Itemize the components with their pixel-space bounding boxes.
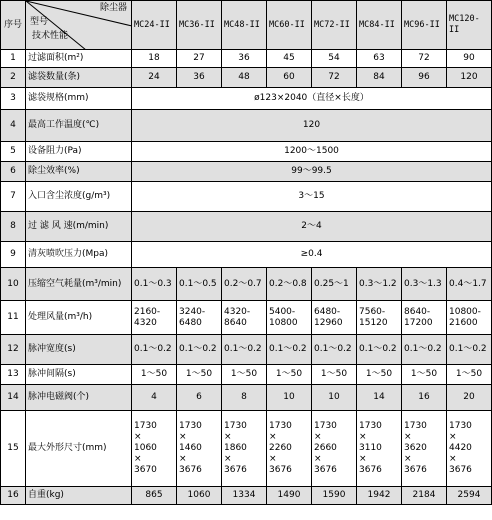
table-row xyxy=(1,212,492,242)
value-cell: 20 xyxy=(447,385,492,411)
dimension-part: 3110 xyxy=(359,443,382,453)
dimension-part: 3676 xyxy=(359,465,382,475)
value-cell: 45 xyxy=(267,50,312,68)
dimension-part: 1730 xyxy=(314,421,337,431)
dimension-part: × xyxy=(314,454,322,464)
model-header: MC120-II xyxy=(447,1,492,50)
value-cell xyxy=(447,411,492,487)
dimension-part: × xyxy=(404,454,412,464)
value-cell: 0.1～0.2 xyxy=(267,335,312,365)
value-cell: 0.2～0.7 xyxy=(222,268,267,301)
model-header: MC60-II xyxy=(267,1,312,50)
seq-header: 序号 xyxy=(1,1,26,50)
value-cell: 36 xyxy=(222,50,267,68)
value-cell: 96 xyxy=(402,68,447,88)
dimension-part: 3670 xyxy=(134,465,157,475)
table-row xyxy=(1,487,492,505)
table-row xyxy=(1,335,492,365)
value-cell: 2160-4320 xyxy=(132,301,177,335)
dimension-part: 1460 xyxy=(179,443,202,453)
dimension-part: × xyxy=(179,432,187,442)
param-name: 过滤面积(m²) xyxy=(26,50,132,68)
param-name: 清灰喷吹压力(Mpa) xyxy=(26,242,132,268)
model-header: MC24-II xyxy=(132,1,177,50)
value-cell: 0.1～0.2 xyxy=(177,335,222,365)
value-cell: 1～50 xyxy=(357,365,402,385)
param-name: 滤袋规格(mm) xyxy=(26,88,132,110)
model-header: MC36-II xyxy=(177,1,222,50)
dimension-part: 1730 xyxy=(224,421,247,431)
table-row xyxy=(1,365,492,385)
row-number: 4 xyxy=(1,110,26,142)
value-cell: 48 xyxy=(222,68,267,88)
dimension-part: × xyxy=(224,454,232,464)
dimension-part: 4420 xyxy=(449,443,472,453)
value-cell xyxy=(357,411,402,487)
param-name: 除尘效率(%) xyxy=(26,162,132,182)
value-cell: 27 xyxy=(177,50,222,68)
value-cell: 16 xyxy=(402,385,447,411)
table-row xyxy=(1,182,492,212)
table-row xyxy=(1,142,492,162)
dimension-part: × xyxy=(449,454,457,464)
dimension-part: 3620 xyxy=(404,443,427,453)
param-name: 最高工作温度(℃) xyxy=(26,110,132,142)
value-cell: 1～50 xyxy=(447,365,492,385)
table-row xyxy=(1,68,492,88)
dimension-part: × xyxy=(179,454,187,464)
value-cell xyxy=(177,411,222,487)
value-cell: 84 xyxy=(357,68,402,88)
value-cell xyxy=(132,411,177,487)
value-cell xyxy=(222,411,267,487)
dimension-part: 1730 xyxy=(134,421,157,431)
row-number: 1 xyxy=(1,50,26,68)
dimension-part: 2660 xyxy=(314,443,337,453)
dimension-part: 1730 xyxy=(449,421,472,431)
dimension-part: 1730 xyxy=(359,421,382,431)
value-cell xyxy=(267,411,312,487)
value-cell: 24 xyxy=(132,68,177,88)
value-cell: 1590 xyxy=(312,487,357,505)
dimension-part: × xyxy=(359,454,367,464)
dimension-part: 1730 xyxy=(179,421,202,431)
row-number: 3 xyxy=(1,88,26,110)
dimension-part: 3676 xyxy=(269,465,292,475)
dimension-part: × xyxy=(449,432,457,442)
value-cell: 0.4～1.7 xyxy=(447,268,492,301)
value-cell: 0.25～1 xyxy=(312,268,357,301)
value-cell: 18 xyxy=(132,50,177,68)
shared-value: 99～99.5 xyxy=(132,162,492,182)
dimension-part: × xyxy=(269,432,277,442)
row-number: 2 xyxy=(1,68,26,88)
dimension-part: × xyxy=(269,454,277,464)
row-number: 14 xyxy=(1,385,26,411)
value-cell: 1～50 xyxy=(402,365,447,385)
value-cell: 1～50 xyxy=(267,365,312,385)
value-cell: 0.2～0.8 xyxy=(267,268,312,301)
dimension-part: × xyxy=(134,432,142,442)
row-number: 13 xyxy=(1,365,26,385)
row-number: 10 xyxy=(1,268,26,301)
value-cell: 0.1～0.2 xyxy=(312,335,357,365)
value-cell: 2184 xyxy=(402,487,447,505)
diagonal-header xyxy=(26,1,132,50)
param-name: 处理风量(m³/h) xyxy=(26,301,132,335)
row-number: 16 xyxy=(1,487,26,505)
value-cell: 1～50 xyxy=(132,365,177,385)
value-cell: 0.1～0.2 xyxy=(132,335,177,365)
diag-top-label: 除尘器 xyxy=(99,3,127,13)
value-cell: 14 xyxy=(357,385,402,411)
row-number: 9 xyxy=(1,242,26,268)
dimension-part: × xyxy=(134,454,142,464)
diag-bottom-label: 技术性能 xyxy=(32,31,69,41)
value-cell: 4 xyxy=(132,385,177,411)
param-name: 设备阻力(Pa) xyxy=(26,142,132,162)
param-name: 脉冲电磁阀(个) xyxy=(26,385,132,411)
value-cell: 120 xyxy=(447,68,492,88)
value-cell: 10 xyxy=(267,385,312,411)
param-name: 过 滤 风 速(m/min) xyxy=(26,212,132,242)
dimension-part: × xyxy=(224,432,232,442)
value-cell: 90 xyxy=(447,50,492,68)
value-cell: 865 xyxy=(132,487,177,505)
param-name: 脉冲间隔(s) xyxy=(26,365,132,385)
value-cell: 36 xyxy=(177,68,222,88)
row-number: 15 xyxy=(1,411,26,487)
value-cell: 3240-6480 xyxy=(177,301,222,335)
value-cell: 10 xyxy=(312,385,357,411)
value-cell: 0.1～0.2 xyxy=(447,335,492,365)
dimension-part: 2260 xyxy=(269,443,292,453)
value-cell: 6 xyxy=(177,385,222,411)
value-cell: 1490 xyxy=(267,487,312,505)
value-cell: 1942 xyxy=(357,487,402,505)
param-name: 压缩空气耗量(m³/min) xyxy=(26,268,132,301)
shared-value: 120 xyxy=(132,110,492,142)
model-header: MC72-II xyxy=(312,1,357,50)
value-cell: 5400-10800 xyxy=(267,301,312,335)
dimension-part: 1730 xyxy=(404,421,427,431)
table-row xyxy=(1,110,492,142)
row-number: 6 xyxy=(1,162,26,182)
value-cell xyxy=(402,411,447,487)
value-cell: 10800-21600 xyxy=(447,301,492,335)
value-cell: 7560-15120 xyxy=(357,301,402,335)
value-cell: 6480-12960 xyxy=(312,301,357,335)
value-cell: 54 xyxy=(312,50,357,68)
table-row xyxy=(1,50,492,68)
param-name: 滤袋数量(条) xyxy=(26,68,132,88)
value-cell: 8640-17200 xyxy=(402,301,447,335)
dimension-part: 1860 xyxy=(224,443,247,453)
table-row xyxy=(1,268,492,301)
dimension-part: 1730 xyxy=(269,421,292,431)
model-header: MC48-II xyxy=(222,1,267,50)
dimension-part: 3676 xyxy=(179,465,202,475)
param-name: 脉冲宽度(s) xyxy=(26,335,132,365)
value-cell: 0.1～0.2 xyxy=(222,335,267,365)
shared-value: ≥0.4 xyxy=(132,242,492,268)
value-cell: 72 xyxy=(312,68,357,88)
value-cell: 1～50 xyxy=(177,365,222,385)
shared-value: 3～15 xyxy=(132,182,492,212)
row-number: 12 xyxy=(1,335,26,365)
table-row xyxy=(1,301,492,335)
row-number: 7 xyxy=(1,182,26,212)
shared-value: 1200～1500 xyxy=(132,142,492,162)
dimension-part: 3676 xyxy=(404,465,427,475)
diag-mid-label: 型号 xyxy=(30,17,49,27)
value-cell: 0.1～0.3 xyxy=(132,268,177,301)
value-cell: 2594 xyxy=(447,487,492,505)
model-header: MC96-II xyxy=(402,1,447,50)
value-cell: 4320-8640 xyxy=(222,301,267,335)
value-cell xyxy=(312,411,357,487)
value-cell: 1060 xyxy=(177,487,222,505)
value-cell: 0.1～0.2 xyxy=(402,335,447,365)
shared-value: ø123×2040（直径×长度） xyxy=(132,88,492,110)
header-row xyxy=(1,1,492,50)
dimension-part: 3676 xyxy=(224,465,247,475)
row-number: 5 xyxy=(1,142,26,162)
param-name: 最大外形尺寸(mm) xyxy=(26,411,132,487)
table-row xyxy=(1,385,492,411)
value-cell: 60 xyxy=(267,68,312,88)
dimension-part: 1060 xyxy=(134,443,157,453)
table-row xyxy=(1,88,492,110)
table-row xyxy=(1,411,492,487)
value-cell: 0.1～0.5 xyxy=(177,268,222,301)
value-cell: 0.3～1.3 xyxy=(402,268,447,301)
row-number: 11 xyxy=(1,301,26,335)
shared-value: 2～4 xyxy=(132,212,492,242)
value-cell: 72 xyxy=(402,50,447,68)
value-cell: 0.1～0.2 xyxy=(357,335,402,365)
model-header: MC84-II xyxy=(357,1,402,50)
value-cell: 8 xyxy=(222,385,267,411)
value-cell: 1334 xyxy=(222,487,267,505)
value-cell: 63 xyxy=(357,50,402,68)
dimension-part: 3676 xyxy=(449,465,472,475)
param-name: 自重(kg) xyxy=(26,487,132,505)
table-row xyxy=(1,242,492,268)
table-row xyxy=(1,162,492,182)
value-cell: 1～50 xyxy=(312,365,357,385)
param-name: 入口含尘浓度(g/m³) xyxy=(26,182,132,212)
dimension-part: × xyxy=(404,432,412,442)
value-cell: 0.3～1.2 xyxy=(357,268,402,301)
dimension-part: 3676 xyxy=(314,465,337,475)
row-number: 8 xyxy=(1,212,26,242)
value-cell: 1～50 xyxy=(222,365,267,385)
dimension-part: × xyxy=(359,432,367,442)
dimension-part: × xyxy=(314,432,322,442)
